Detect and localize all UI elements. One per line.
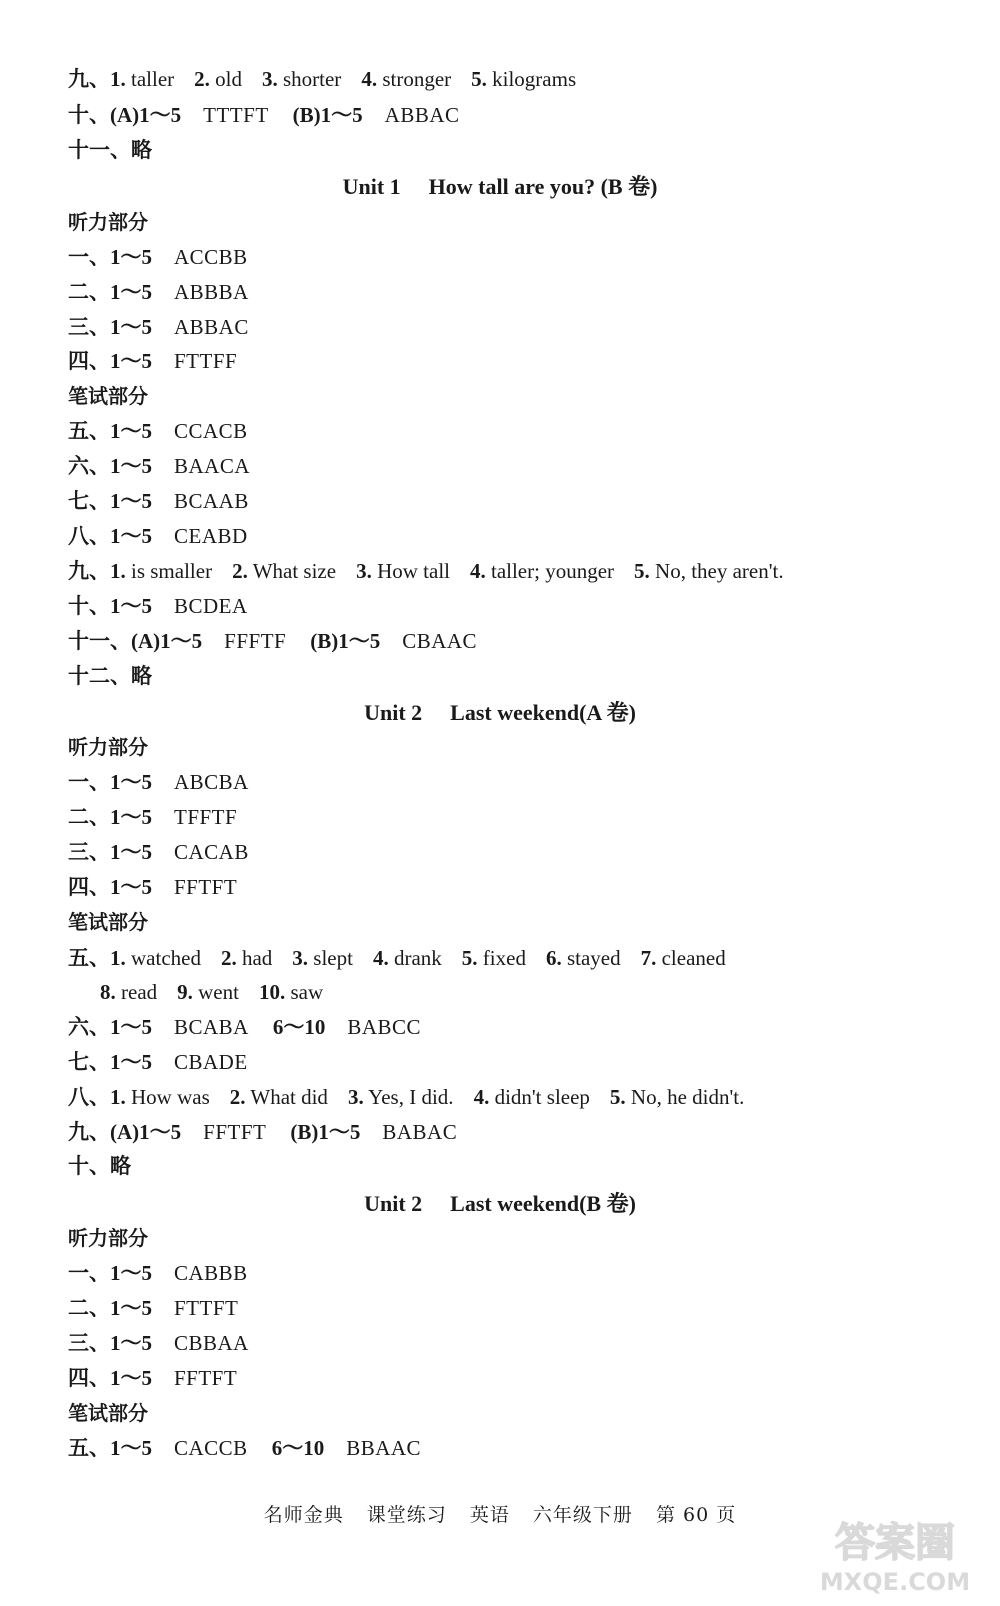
question-number: 九、 xyxy=(68,67,110,91)
answer-line: 三、1～5 CBBAA xyxy=(68,1331,249,1355)
answer-line: 十二、略 xyxy=(68,664,152,688)
answer-line: 四、1～5 FTTFF xyxy=(68,349,238,373)
subject-name: 英语 xyxy=(469,1504,510,1526)
section-listening: 听力部分 xyxy=(68,210,148,234)
answer-line: 三、1～5 CACAB xyxy=(68,840,249,864)
answer-line: 二、1～5 TFFTF xyxy=(68,805,238,829)
answer-line: 十、1～5 BCDEA xyxy=(68,594,248,618)
answer-line: 五、1～5 CCACB xyxy=(68,419,248,443)
answer-line: 九、(A)1～5 FFTFT (B)1～5 BABAC xyxy=(68,1120,458,1144)
answer-line: 六、1～5 BAACA xyxy=(68,454,251,478)
answer-line: 六、1～5 BCABA 6～10 BABCC xyxy=(68,1015,422,1039)
answer-line: 七、1～5 CBADE xyxy=(68,1050,248,1074)
answer-line: 八、1. How was 2. What did 3. Yes, I did. 4. didn't sleep 5. No, he didn't. xyxy=(68,1085,745,1109)
section-listening: 听力部分 xyxy=(68,735,148,759)
section-written: 笔试部分 xyxy=(68,384,148,408)
watermark-logo-icon xyxy=(810,1508,980,1598)
answer-line: 三、1～5 ABBAC xyxy=(68,315,249,339)
answer-line: 五、1～5 CACCB 6～10 BBAAC xyxy=(68,1436,422,1460)
unit-heading: Unit 2 Last weekend(A 卷) xyxy=(364,700,636,725)
answer-line-11: 十一、略 xyxy=(68,138,152,162)
unit-heading: Unit 2 Last weekend(B 卷) xyxy=(364,1191,636,1216)
answer-line: 一、1～5 ABCBA xyxy=(68,770,249,794)
section-written: 笔试部分 xyxy=(68,910,148,934)
answer-line: 九、1. is smaller 2. What size 3. How tall 4. taller; younger 5. No, they aren't. xyxy=(68,559,784,583)
answer-line: 十、略 xyxy=(68,1154,131,1178)
answer-line-10: 十、(A)1～5 TTTFT (B)1～5 ABBAC xyxy=(68,103,460,127)
section-listening: 听力部分 xyxy=(68,1226,148,1250)
series-name: 课堂练习 xyxy=(366,1504,447,1526)
answer-line: 五、1. watched 2. had 3. slept 4. drank 5. fixed 6. stayed 7. cleaned xyxy=(68,946,726,970)
answer-line-continued: 8. read 9. went 10. saw xyxy=(100,980,324,1004)
answer-line: 八、1～5 CEABD xyxy=(68,524,248,548)
answer-line: 十一、(A)1～5 FFFTF (B)1～5 CBAAC xyxy=(68,629,478,653)
answer-line: 七、1～5 BCAAB xyxy=(68,489,249,513)
unit-heading: Unit 1 How tall are you? (B 卷) xyxy=(342,174,658,199)
section-written: 笔试部分 xyxy=(68,1401,148,1425)
answer-line: 四、1～5 FFTFT xyxy=(68,1366,238,1390)
answer-line: 一、1～5 ACCBB xyxy=(68,245,248,269)
watermark-text: 答案圈 xyxy=(835,1520,955,1566)
answer-line: 一、1～5 CABBB xyxy=(68,1261,248,1285)
answer-line: 二、1～5 ABBBA xyxy=(68,280,249,304)
book-title: 名师金典 xyxy=(263,1504,344,1526)
answer-line: 二、1～5 FTTFT xyxy=(68,1296,239,1320)
grade-label: 六年级下册 xyxy=(532,1504,633,1526)
watermark-url: MXQE.COM xyxy=(819,1568,971,1596)
page-number: 第 60 页 xyxy=(655,1504,737,1526)
answer-line: 四、1～5 FFTFT xyxy=(68,875,238,899)
answer-line-9: 九、1. taller 2. old 3. shorter 4. stronger 5. kilograms xyxy=(68,67,577,91)
